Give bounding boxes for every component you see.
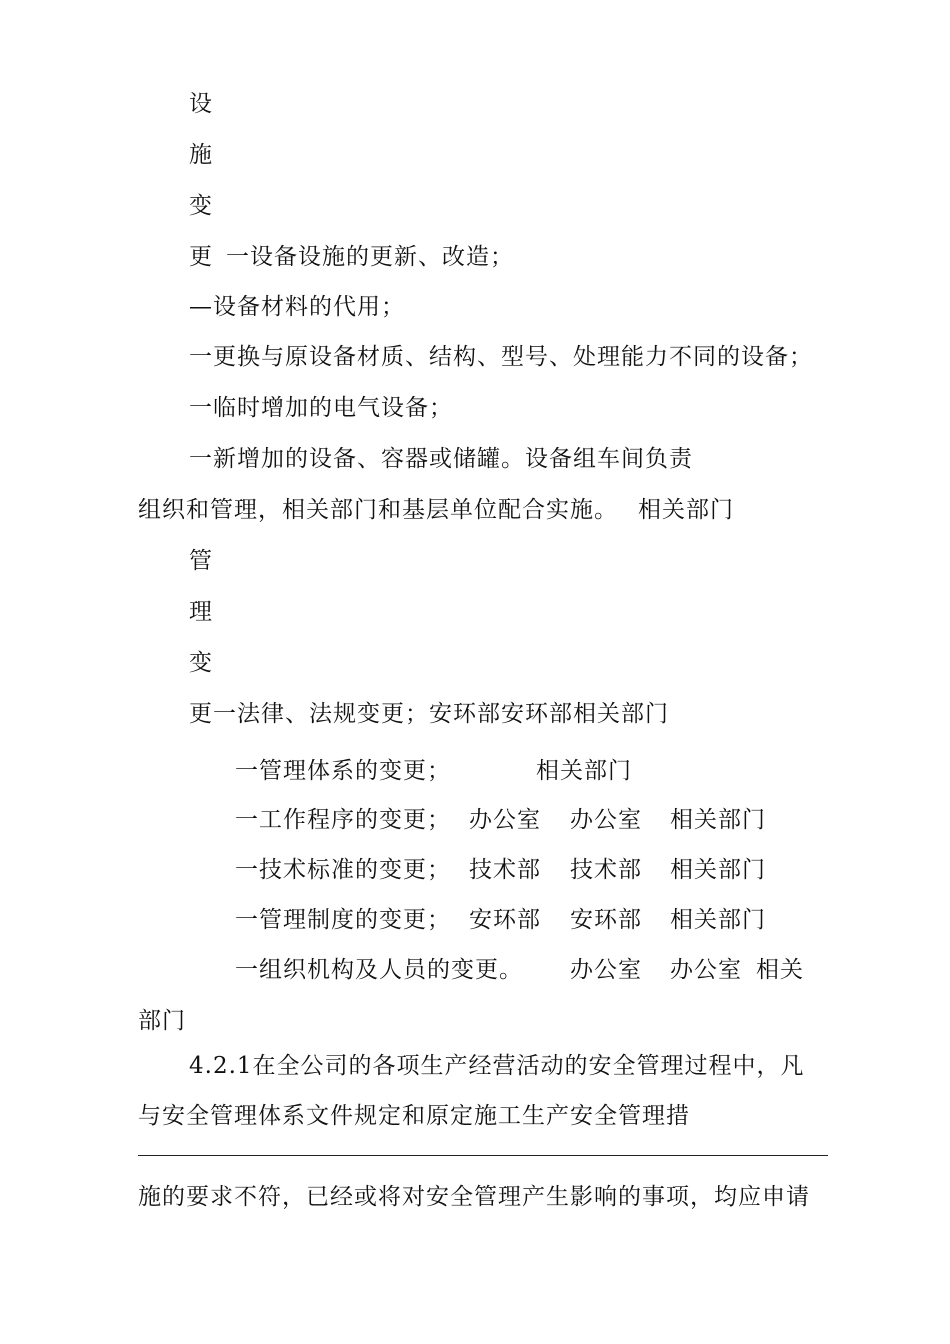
vertical-heading-char: 更 (189, 244, 213, 270)
vertical-heading-char: 变 (189, 650, 213, 676)
facility-item: 一新增加的设备、容器或储罐。设备组车间负责 (189, 446, 693, 472)
clause-paragraph-line: 4.2.1在全公司的各项生产经营活动的安全管理过程中，凡 (189, 1053, 805, 1079)
vertical-heading-char: 设 (189, 91, 213, 117)
management-item: 一管理体系的变更； (235, 758, 451, 784)
facility-item-department: 相关部门 (638, 497, 734, 523)
management-item: 一管理制度的变更； (235, 907, 451, 933)
management-department: 办公室 (570, 957, 642, 983)
facility-item-continuation: 组织和管理，相关部门和基层单位配合实施。 (138, 497, 618, 523)
management-department: 技术部 (469, 857, 541, 883)
management-item: 一工作程序的变更； (235, 807, 451, 833)
management-department: 办公室 (570, 807, 642, 833)
vertical-heading-char: 施 (189, 142, 213, 168)
vertical-heading-char: 变 (189, 193, 213, 219)
management-department-wrap: 部门 (138, 1008, 186, 1034)
management-department: 办公室 (670, 957, 742, 983)
management-item: 更一法律、法规变更；安环部安环部相关部门 (189, 701, 669, 727)
page-divider (138, 1155, 828, 1156)
management-department: 安环部 (570, 907, 642, 933)
management-department: 相关 (756, 957, 804, 983)
facility-item: 一设备设施的更新、改造； (226, 244, 514, 270)
facility-item: 一更换与原设备材质、结构、型号、处理能力不同的设备； (189, 344, 813, 370)
vertical-heading-char: 理 (189, 599, 213, 625)
management-department: 相关部门 (670, 907, 766, 933)
management-department: 相关部门 (670, 807, 766, 833)
management-item: 一技术标准的变更； (235, 857, 451, 883)
management-department: 办公室 (469, 807, 541, 833)
vertical-heading-char: 管 (189, 548, 213, 574)
facility-item: 一临时增加的电气设备； (189, 395, 453, 421)
clause-paragraph-line: 与安全管理体系文件规定和原定施工生产安全管理措 (138, 1103, 690, 1129)
management-department: 相关部门 (670, 857, 766, 883)
clause-paragraph-line: 施的要求不符，已经或将对安全管理产生影响的事项，均应申请 (138, 1184, 810, 1210)
facility-item: —设备材料的代用； (189, 294, 405, 320)
management-department: 相关部门 (536, 758, 632, 784)
management-department: 安环部 (469, 907, 541, 933)
management-department: 技术部 (570, 857, 642, 883)
management-item: 一组织机构及人员的变更。 (235, 957, 523, 983)
